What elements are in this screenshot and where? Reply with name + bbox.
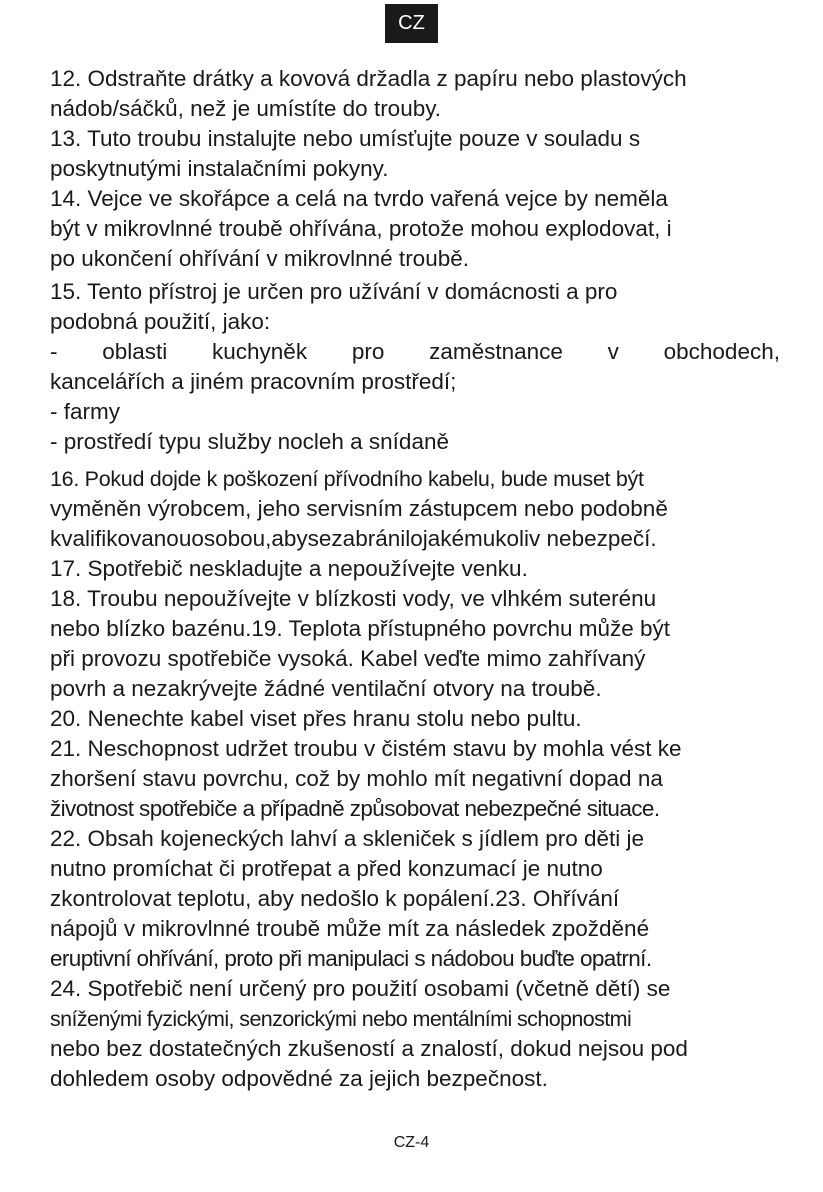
text-line: 15. Tento přístroj je určen pro užívání v domácnosti a pro [50, 279, 618, 304]
text-line: nádob/sáčků, než je umístíte do trouby. [50, 96, 442, 121]
text-line: 21. Neschopnost udržet troubu v čistém stavu by mohla vést ke [50, 736, 682, 761]
text-line: - farmy [50, 399, 120, 424]
text-line: 17. Spotřebič neskladujte a nepoužívejte venku. [50, 556, 528, 581]
text-line: - prostředí typu služby nocleh a snídaně [50, 429, 449, 454]
word: obchodech, [663, 339, 780, 364]
text-line: zkontrolovat teplotu, aby nedošlo k popálení.23. Ohřívání [50, 886, 620, 911]
text-line: 22. Obsah kojeneckých lahví a skleniček s jídlem pro děti je [50, 826, 645, 851]
text-line: 16. Pokud dojde k poškození přívodního kabelu, bude muset být [50, 467, 644, 491]
text-line: dohledem osoby odpovědné za jejich bezpečnost. [50, 1066, 548, 1091]
justified-line [50, 337, 780, 367]
text-line: 14. Vejce ve skořápce a celá na tvrdo vařená vejce by neměla [50, 186, 668, 211]
text-line: životnost spotřebiče a případně způsobovat nebezpečné situace. [50, 796, 660, 821]
text-line: 13. Tuto troubu instalujte nebo umísťujte pouze v souladu s [50, 126, 641, 151]
text-line: vyměněn výrobcem, jeho servisním zástupcem nebo podobně [50, 496, 668, 521]
text-line: kvalifikovanouosobou,abysezabránilojakémukoliv nebezpečí. [50, 526, 657, 551]
text-line: nutno promíchat či protřepat a před konzumací je nutno [50, 856, 603, 881]
text-line: sníženými fyzickými, senzorickými nebo mentálními schopnostmi [50, 1007, 632, 1031]
text-line: 18. Troubu nepoužívejte v blízkosti vody, ve vlhkém suterénu [50, 586, 657, 611]
word: - [50, 339, 58, 364]
text-line: nebo bez dostatečných zkušeností a znalostí, dokud nejsou pod [50, 1036, 688, 1061]
text-line: 24. Spotřebič není určený pro použití osobami (včetně dětí) se [50, 976, 671, 1001]
page-number: CZ-4 [393, 1134, 430, 1151]
word: v [607, 339, 619, 364]
safety-instructions [50, 64, 780, 1094]
word: kuchyněk [212, 339, 308, 364]
language-tab: CZ [385, 4, 438, 43]
text-line: nebo blízko bazénu.19. Teplota přístupného povrchu může být [50, 616, 671, 641]
text-line: 12. Odstraňte drátky a kovová držadla z papíru nebo plastových [50, 66, 687, 91]
text-line: při provozu spotřebiče vysoká. Kabel veďte mimo zahřívaný [50, 646, 646, 671]
word: oblasti [102, 339, 168, 364]
text-line: 20. Nenechte kabel viset přes hranu stolu nebo pultu. [50, 706, 582, 731]
text-line: kancelářích a jiném pracovním prostředí; [50, 369, 457, 394]
word: pro [351, 339, 385, 364]
text-line: povrh a nezakrývejte žádné ventilační otvory na troubě. [50, 676, 602, 701]
text-line: být v mikrovlnné troubě ohřívána, protože mohou explodovat, i [50, 216, 672, 241]
text-line: po ukončení ohřívání v mikrovlnné troubě. [50, 246, 469, 271]
text-line: podobná použití, jako: [50, 309, 271, 334]
text-line: zhoršení stavu povrchu, což by mohlo mít negativní dopad na [50, 766, 663, 791]
text-line: eruptivní ohřívání, proto při manipulaci s nádobou buďte opatrní. [50, 946, 652, 971]
text-line: nápojů v mikrovlnné troubě může mít za následek zpožděné [50, 916, 650, 941]
text-line: poskytnutými instalačními pokyny. [50, 156, 389, 181]
word: zaměstnance [429, 339, 563, 364]
